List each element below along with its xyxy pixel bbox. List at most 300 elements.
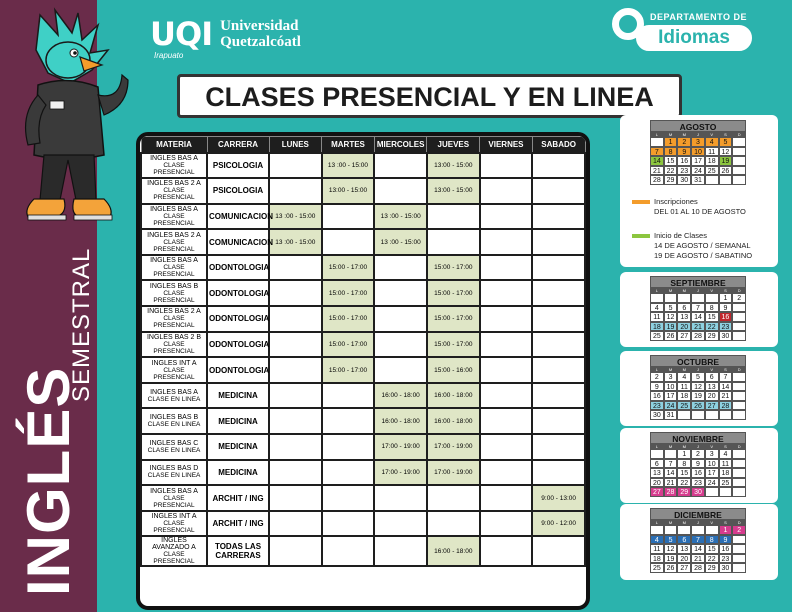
calendar-days-grid xyxy=(650,525,746,573)
career-cell: ARCHIT / ING xyxy=(207,511,269,537)
uq-logo-mark: UQI xyxy=(150,15,213,53)
career-cell: MEDICINA xyxy=(207,460,269,486)
calendar-day: 3 xyxy=(691,137,705,147)
weekday-letter: V xyxy=(710,444,714,449)
time-slot-cell xyxy=(532,536,585,566)
time-slot-cell xyxy=(480,485,533,511)
course-name: INGLES BAS A xyxy=(150,205,198,213)
legend-insc-title: Inscripciones xyxy=(654,197,698,206)
column-header-viernes: VIERNES xyxy=(480,137,533,153)
weekday-letter: D xyxy=(737,444,741,449)
column-header-lunes: LUNES xyxy=(269,137,322,153)
time-slot-cell xyxy=(374,178,427,204)
calendar-day: 7 xyxy=(719,372,733,382)
time-slot-cell xyxy=(532,204,585,230)
calendar-day: 25 xyxy=(650,563,664,573)
side-title-semestral: SEMESTRAL xyxy=(68,247,95,402)
calendar-day: 1 xyxy=(677,449,691,459)
time-slot-cell xyxy=(269,536,322,566)
time-slot-cell: 13 :00 - 15:00 xyxy=(269,204,322,230)
calendar-day: 21 xyxy=(719,391,733,401)
calendar-day: 26 xyxy=(719,166,733,176)
calendar-day: 26 xyxy=(691,401,705,411)
calendar-day xyxy=(732,372,746,382)
calendar-day: 21 xyxy=(650,166,664,176)
weekday-letter: D xyxy=(737,132,741,137)
time-slot-cell xyxy=(322,536,375,566)
calendar-day: 18 xyxy=(705,156,719,166)
calendar-day: 7 xyxy=(691,535,705,545)
calendar-day: 7 xyxy=(664,459,678,469)
calendar-day: 27 xyxy=(677,331,691,341)
calendar-day: 27 xyxy=(677,563,691,573)
calendar-day: 20 xyxy=(677,554,691,564)
career-cell: ODONTOLOGIA xyxy=(207,280,269,306)
time-slot-cell: 15:00 - 17:00 xyxy=(427,306,480,332)
calendar-day: 29 xyxy=(705,563,719,573)
calendar-day xyxy=(732,147,746,157)
time-slot-cell xyxy=(480,357,533,383)
calendar-day: 19 xyxy=(664,322,678,332)
time-slot-cell: 16:00 - 18:00 xyxy=(374,408,427,434)
course-mode: CLASE PRESENCIAL xyxy=(153,494,195,509)
weekday-letter: V xyxy=(710,520,714,525)
weekday-letter: S xyxy=(724,288,727,293)
table-row xyxy=(141,383,585,409)
calendar-day: 9 xyxy=(677,147,691,157)
table-row xyxy=(141,408,585,434)
calendar-day: 4 xyxy=(719,449,733,459)
calendar-day xyxy=(650,137,664,147)
course-cell xyxy=(141,434,207,460)
course-mode: CLASE EN LINEA xyxy=(147,395,201,403)
calendar-day: 30 xyxy=(677,175,691,185)
time-slot-cell xyxy=(532,229,585,255)
calendar-day xyxy=(705,293,719,303)
time-slot-cell: 15:00 - 16:00 xyxy=(427,357,480,383)
schedule-body xyxy=(141,153,585,567)
course-cell xyxy=(141,485,207,511)
calendar-day: 12 xyxy=(691,382,705,392)
course-cell xyxy=(141,536,207,566)
calendar-day: 6 xyxy=(650,459,664,469)
calendar-day: 23 xyxy=(650,401,664,411)
calendar-day: 10 xyxy=(705,459,719,469)
calendar-day: 2 xyxy=(732,293,746,303)
career-cell: ODONTOLOGIA xyxy=(207,357,269,383)
time-slot-cell: 13 :00 - 15:00 xyxy=(374,204,427,230)
calendar-day: 27 xyxy=(650,487,664,497)
calendar-day: 28 xyxy=(650,175,664,185)
course-cell xyxy=(141,280,207,306)
time-slot-cell: 16:00 - 18:00 xyxy=(374,383,427,409)
course-mode: CLASE EN LINEA xyxy=(147,421,201,429)
time-slot-cell xyxy=(374,332,427,358)
calendar-month-title: OCTUBRE xyxy=(650,355,746,367)
calendar-days-grid xyxy=(650,137,746,185)
calendar-day: 13 xyxy=(677,312,691,322)
legend-green-swatch xyxy=(632,234,650,238)
calendar-agosto xyxy=(650,120,746,185)
calendar-septiembre xyxy=(650,276,746,341)
calendar-day: 5 xyxy=(664,303,678,313)
calendar-day: 2 xyxy=(677,137,691,147)
course-cell xyxy=(141,511,207,537)
calendar-day xyxy=(732,449,746,459)
legend-inicio-line1: 14 DE AGOSTO / SEMANAL xyxy=(654,241,751,250)
calendar-day: 16 xyxy=(719,544,733,554)
time-slot-cell xyxy=(480,332,533,358)
calendar-octubre xyxy=(650,355,746,420)
time-slot-cell xyxy=(269,178,322,204)
time-slot-cell xyxy=(532,280,585,306)
calendar-day: 28 xyxy=(719,401,733,411)
calendar-day xyxy=(705,175,719,185)
course-cell xyxy=(141,153,207,179)
calendar-day: 21 xyxy=(664,478,678,488)
dept-name: Idiomas xyxy=(636,25,752,51)
calendar-day: 12 xyxy=(664,312,678,322)
calendar-day xyxy=(732,459,746,469)
weekday-letter: S xyxy=(724,132,727,137)
career-cell: ODONTOLOGIA xyxy=(207,306,269,332)
calendar-day: 5 xyxy=(691,372,705,382)
time-slot-cell xyxy=(374,357,427,383)
time-slot-cell xyxy=(269,332,322,358)
calendar-day: 31 xyxy=(691,175,705,185)
calendar-day: 20 xyxy=(705,391,719,401)
time-slot-cell xyxy=(374,153,427,179)
course-mode: CLASE PRESENCIAL xyxy=(153,315,195,330)
calendar-day xyxy=(732,166,746,176)
side-title-ingles: INGLÉS xyxy=(15,366,82,596)
calendar-day: 10 xyxy=(664,382,678,392)
weekday-letter: L xyxy=(655,367,658,372)
calendar-day: 5 xyxy=(664,535,678,545)
weekday-letter: L xyxy=(655,288,658,293)
calendar-day: 6 xyxy=(705,372,719,382)
calendar-day: 18 xyxy=(650,554,664,564)
time-slot-cell: 15:00 - 17:00 xyxy=(427,255,480,281)
course-name: INGLES BAS B xyxy=(149,414,199,422)
calendar-day: 13 xyxy=(677,544,691,554)
career-cell: ODONTOLOGIA xyxy=(207,332,269,358)
column-header-miercoles: MIERCOLES xyxy=(374,137,427,153)
time-slot-cell xyxy=(532,460,585,486)
table-row xyxy=(141,153,585,179)
time-slot-cell xyxy=(322,204,375,230)
calendar-day: 24 xyxy=(705,478,719,488)
table-row xyxy=(141,229,585,255)
calendar-day xyxy=(677,410,691,420)
calendar-month-title: SEPTIEMBRE xyxy=(650,276,746,288)
calendar-day xyxy=(732,312,746,322)
calendar-day: 24 xyxy=(664,401,678,411)
calendar-day xyxy=(719,487,733,497)
calendar-day: 6 xyxy=(677,535,691,545)
calendar-day xyxy=(691,410,705,420)
course-cell xyxy=(141,332,207,358)
weekday-letter: M xyxy=(682,288,686,293)
course-mode: CLASE PRESENCIAL xyxy=(153,520,195,535)
course-name: INGLES BAS 2 B xyxy=(146,333,202,341)
legend-inicio xyxy=(632,231,752,261)
time-slot-cell xyxy=(269,383,322,409)
calendar-day: 20 xyxy=(677,322,691,332)
calendar-day: 8 xyxy=(677,459,691,469)
calendar-day xyxy=(732,175,746,185)
course-mode: CLASE EN LINEA xyxy=(147,446,201,454)
calendar-day: 27 xyxy=(705,401,719,411)
time-slot-cell xyxy=(374,536,427,566)
course-mode: CLASE PRESENCIAL xyxy=(153,551,195,566)
legend-inscripciones xyxy=(632,197,746,217)
weekday-letter: M xyxy=(668,444,673,449)
calendar-day xyxy=(732,137,746,147)
time-slot-cell: 15:00 - 17:00 xyxy=(322,332,375,358)
weekday-letter: D xyxy=(737,367,741,372)
career-cell: ARCHIT / ING xyxy=(207,485,269,511)
time-slot-cell: 17:00 - 19:00 xyxy=(374,460,427,486)
time-slot-cell xyxy=(322,511,375,537)
course-mode: CLASE PRESENCIAL xyxy=(153,238,195,253)
university-name-line1: Universidad xyxy=(220,18,299,34)
time-slot-cell xyxy=(269,511,322,537)
calendar-day: 25 xyxy=(719,478,733,488)
table-row xyxy=(141,357,585,383)
weekday-letter: D xyxy=(737,520,741,525)
time-slot-cell xyxy=(427,511,480,537)
weekday-letter: J xyxy=(696,367,699,372)
calendar-day xyxy=(732,331,746,341)
calendar-day: 15 xyxy=(705,312,719,322)
table-row xyxy=(141,204,585,230)
weekday-letter: M xyxy=(668,288,673,293)
time-slot-cell: 13:00 - 15:00 xyxy=(427,178,480,204)
weekday-letter: J xyxy=(696,132,699,137)
dept-label: DEPARTAMENTO DE xyxy=(650,12,748,22)
table-row xyxy=(141,178,585,204)
university-logo xyxy=(150,15,301,60)
calendar-day: 29 xyxy=(677,487,691,497)
time-slot-cell xyxy=(532,383,585,409)
calendar-day: 2 xyxy=(732,525,746,535)
calendar-day: 14 xyxy=(650,156,664,166)
calendar-day: 8 xyxy=(664,147,678,157)
calendar-day xyxy=(677,293,691,303)
course-name: INGLES BAS A xyxy=(150,388,198,396)
time-slot-cell: 17:00 - 19:00 xyxy=(374,434,427,460)
course-mode: CLASE PRESENCIAL xyxy=(153,289,195,304)
table-row xyxy=(141,460,585,486)
time-slot-cell xyxy=(427,204,480,230)
time-slot-cell: 15:00 - 17:00 xyxy=(427,332,480,358)
time-slot-cell xyxy=(269,460,322,486)
career-cell: TODAS LAS CARRERAS xyxy=(207,536,269,566)
calendar-day: 30 xyxy=(719,331,733,341)
calendar-day: 7 xyxy=(691,303,705,313)
time-slot-cell xyxy=(532,255,585,281)
calendar-day: 19 xyxy=(664,554,678,564)
calendar-day: 3 xyxy=(705,449,719,459)
course-mode: CLASE PRESENCIAL xyxy=(153,212,195,227)
calendar-day: 7 xyxy=(650,147,664,157)
time-slot-cell xyxy=(374,511,427,537)
calendar-day: 23 xyxy=(719,322,733,332)
legend-insc-text: DEL 01 AL 10 DE AGOSTO xyxy=(654,207,746,216)
course-mode: CLASE PRESENCIAL xyxy=(153,264,195,279)
weekday-letter: J xyxy=(696,288,699,293)
calendar-day: 4 xyxy=(650,303,664,313)
calendar-day: 25 xyxy=(650,331,664,341)
calendar-day: 9 xyxy=(691,459,705,469)
time-slot-cell: 15:00 - 17:00 xyxy=(322,280,375,306)
calendar-day: 23 xyxy=(677,166,691,176)
weekday-letter: L xyxy=(655,444,658,449)
calendar-day: 1 xyxy=(719,293,733,303)
calendar-day: 10 xyxy=(691,147,705,157)
weekday-letter: J xyxy=(696,444,699,449)
course-name: INGLES INT A xyxy=(151,359,197,367)
time-slot-cell xyxy=(269,434,322,460)
calendar-day: 17 xyxy=(705,468,719,478)
column-header-materia: MATERIA xyxy=(141,137,207,153)
weekday-letter: M xyxy=(682,367,686,372)
calendar-column xyxy=(620,115,780,610)
calendar-day xyxy=(705,410,719,420)
time-slot-cell: 13 :00 - 15:00 xyxy=(374,229,427,255)
calendar-day: 25 xyxy=(677,401,691,411)
calendar-day xyxy=(650,293,664,303)
time-slot-cell xyxy=(480,383,533,409)
calendar-day xyxy=(732,303,746,313)
time-slot-cell xyxy=(322,460,375,486)
calendar-day: 14 xyxy=(719,382,733,392)
time-slot-cell xyxy=(269,280,322,306)
calendar-day: 3 xyxy=(664,372,678,382)
calendar-day: 24 xyxy=(691,166,705,176)
calendar-day xyxy=(664,525,678,535)
time-slot-cell xyxy=(480,536,533,566)
legend-inicio-title: Inicio de Clases xyxy=(654,231,707,240)
time-slot-cell xyxy=(374,255,427,281)
table-row xyxy=(141,332,585,358)
table-row xyxy=(141,306,585,332)
calendar-day: 26 xyxy=(664,331,678,341)
time-slot-cell xyxy=(269,408,322,434)
calendar-day: 28 xyxy=(691,331,705,341)
time-slot-cell xyxy=(427,485,480,511)
time-slot-cell: 9:00 - 12:00 xyxy=(532,511,585,537)
course-name: INGLES BAS 2 A xyxy=(147,308,201,316)
career-cell: MEDICINA xyxy=(207,383,269,409)
calendar-day: 11 xyxy=(719,459,733,469)
calendar-day xyxy=(732,478,746,488)
weekday-letter: M xyxy=(682,520,686,525)
course-cell xyxy=(141,306,207,332)
calendar-day: 23 xyxy=(719,554,733,564)
uq-logo-campus: Irapuato xyxy=(154,51,184,60)
career-cell: PSICOLOGIA xyxy=(207,153,269,179)
calendar-day xyxy=(732,322,746,332)
weekday-letter: L xyxy=(655,520,658,525)
calendar-day: 11 xyxy=(705,147,719,157)
weekday-letter: S xyxy=(724,367,727,372)
calendar-day: 9 xyxy=(719,303,733,313)
schedule-table xyxy=(136,132,590,610)
course-name: INGLES BAS A xyxy=(150,257,198,265)
calendar-day: 23 xyxy=(691,478,705,488)
calendar-day: 21 xyxy=(691,554,705,564)
time-slot-cell: 17:00 - 19:00 xyxy=(427,460,480,486)
calendar-day: 16 xyxy=(691,468,705,478)
weekday-letter: M xyxy=(682,132,686,137)
calendar-day: 2 xyxy=(650,372,664,382)
calendar-day: 9 xyxy=(719,535,733,545)
calendar-day: 15 xyxy=(677,468,691,478)
table-row xyxy=(141,536,585,566)
calendar-day: 16 xyxy=(650,391,664,401)
calendar-day xyxy=(732,544,746,554)
calendar-diciembre xyxy=(650,508,746,573)
course-mode: CLASE PRESENCIAL xyxy=(153,161,195,176)
calendar-day xyxy=(705,487,719,497)
calendar-day: 11 xyxy=(677,382,691,392)
calendar-day: 17 xyxy=(691,156,705,166)
calendar-day: 14 xyxy=(664,468,678,478)
column-header-martes: MARTES xyxy=(322,137,375,153)
time-slot-cell xyxy=(480,204,533,230)
calendar-days-grid xyxy=(650,372,746,420)
calendar-day: 15 xyxy=(705,544,719,554)
weekday-letter: M xyxy=(668,367,673,372)
calendar-day xyxy=(732,156,746,166)
course-cell xyxy=(141,460,207,486)
time-slot-cell: 13 :00 - 15:00 xyxy=(322,153,375,179)
time-slot-cell xyxy=(269,485,322,511)
calendar-day xyxy=(732,410,746,420)
time-slot-cell xyxy=(532,306,585,332)
department-logo xyxy=(612,8,752,58)
time-slot-cell xyxy=(269,357,322,383)
table-row xyxy=(141,511,585,537)
calendar-day: 20 xyxy=(650,478,664,488)
calendar-day xyxy=(664,449,678,459)
calendar-day: 11 xyxy=(650,312,664,322)
calendar-month-title: NOVIEMBRE xyxy=(650,432,746,444)
calendar-day: 1 xyxy=(664,137,678,147)
calendar-day: 30 xyxy=(650,410,664,420)
time-slot-cell xyxy=(532,408,585,434)
calendar-day: 29 xyxy=(664,175,678,185)
career-cell: COMUNICACION xyxy=(207,204,269,230)
calendar-day: 2 xyxy=(691,449,705,459)
calendar-day xyxy=(732,554,746,564)
time-slot-cell xyxy=(480,434,533,460)
time-slot-cell xyxy=(480,153,533,179)
calendar-day xyxy=(732,487,746,497)
career-cell: ODONTOLOGIA xyxy=(207,255,269,281)
time-slot-cell: 9:00 - 13:00 xyxy=(532,485,585,511)
calendar-day xyxy=(732,563,746,573)
time-slot-cell xyxy=(480,255,533,281)
calendar-day: 28 xyxy=(664,487,678,497)
course-name: INGLES BAS A xyxy=(150,154,198,162)
time-slot-cell xyxy=(480,460,533,486)
time-slot-cell xyxy=(480,229,533,255)
calendar-day: 14 xyxy=(691,544,705,554)
weekday-letter: S xyxy=(724,520,727,525)
